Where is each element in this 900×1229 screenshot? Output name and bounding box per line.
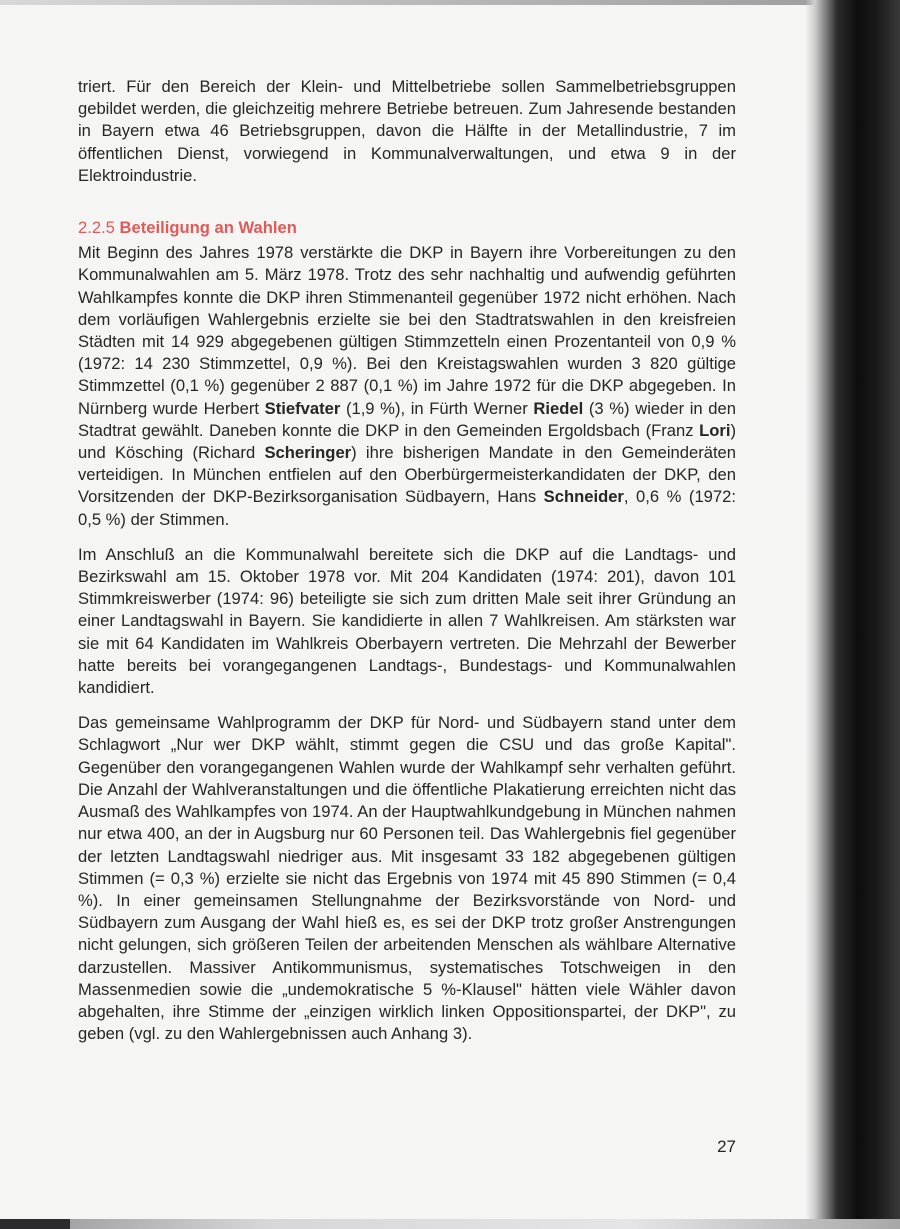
paragraph-wahlprogramm: Das gemeinsame Wahlprogramm der DKP für Nord- und Südbayern stand unter dem Schlagwort „Nur wer DKP wählt, stimmt gegen die CSU und das große Kapital". Gegenüber den vorangegangenen Wahlen wurde der Wahlkampf sehr verhalten geführt. Die Anzahl der Wahlveranstaltungen und die öffentliche Plakatierung erreichten nicht das Ausmaß des Wahlkampfes von 1974. An der Hauptwahlkundgebung in München nahmen nur etwa 400, an der in Augsburg nur 60 Personen teil. Das Wahlergebnis fiel gegenüber der letzten Landtagswahl niedriger aus. Mit insgesamt 33 182 abgegebenen gültigen Stimmen (= 0,3 %) erzielte sie nicht das Ergebnis von 1974 mit 45 890 Stimmen (= 0,4 %). In einer gemeinsamen Stellungnahme der Bezirksvorstände von Nord- und Südbayern zum Ausgang der Wahl hieß es, es sei der DKP trotz großer Anstrengungen nicht gelungen, sich größeren Teilen der arbeitenden Menschen als wählbare Alternative darzustellen. Massiver Antikommunismus, systematisches Totschweigen in den Massenmedien sowie die „undemokratische 5 %-Klausel" hätten viele Wähler davon abgehalten, ihre Stimme der „einzigen wirklich linken Oppositionspartei, der DKP", zu geben (vgl. zu den Wahlergebnissen auch Anhang 3). bbox=[78, 713, 736, 1044]
paragraph-kommunalwahlen bbox=[78, 242, 736, 531]
name-riedel: Riedel bbox=[533, 398, 584, 418]
paragraph-1-text-2: (1,9 %), in Fürth Werner bbox=[340, 398, 534, 418]
paragraph-1-text-5: ) ihre bisherigen Mandate in den Gemeinderäten verteidigen. In München entfielen auf den Oberbürgermeisterkandidaten der DKP, den Vorsitzenden der DKP-Bezirksorganisation Südbayern, Hans bbox=[78, 443, 737, 507]
name-schneider: Schneider bbox=[543, 487, 624, 507]
book-spine-shadow bbox=[805, 0, 900, 1229]
section-number: 2.2.5 bbox=[78, 218, 115, 238]
page-bottom-edge bbox=[0, 1219, 900, 1229]
paragraph-1-text-6: , 0,6 % (1972: 0,5 %) der Stimmen. bbox=[78, 487, 736, 529]
page-top-edge bbox=[0, 0, 900, 5]
page-bottom-corner bbox=[0, 1219, 70, 1229]
paragraph-1-text-4: ) und Kösching (Richard bbox=[78, 420, 736, 463]
body-text bbox=[78, 76, 736, 1058]
intro-paragraph: triert. Für den Bereich der Klein- und Mittelbetriebe sollen Sammelbetriebsgruppen gebildet werden, die gleichzeitig mehrere Betriebe betreuen. Zum Jahresende bestanden in Bayern etwa 46 Betriebsgruppen, davon die Hälfte in der Metallindustrie, 7 im öffentlichen Dienst, vorwiegend in Kommunalverwaltungen, und etwa 9 in der Elektroindustrie. bbox=[78, 77, 736, 185]
section-heading bbox=[78, 217, 736, 239]
paragraph-1-text-1: Mit Beginn des Jahres 1978 verstärkte die DKP in Bayern ihre Vorbereitungen zu den Kommunalwahlen am 5. März 1978. Trotz des sehr nachhaltig und aufwendig geführten Wahlkampfes konnte die DKP ihren Stimmenanteil gegenüber 1972 nicht erhöhen. Nach dem vorläufigen Wahlergebnis erzielte sie bei den Stadtratswahlen in den kreisfreien Städten mit 14 929 abgegebenen gültigen Stimmzetteln einen Prozentanteil von 0,9 % (1972: 14 230 Stimmzettel, 0,9 %). Bei den Kreistagswahlen wurden 3 820 gültige Stimmzettel (0,1 %) gegenüber 2 887 (0,1 %) im Jahre 1972 für die DKP abgegeben. In Nürnberg wurde Herbert bbox=[78, 243, 736, 418]
section-title: Beteiligung an Wahlen bbox=[119, 218, 297, 238]
paragraph-1-text-3: (3 %) wieder in den Stadtrat gewählt. Daneben konnte die DKP in den Gemeinden Ergoldsbach (Franz bbox=[78, 398, 736, 440]
name-scheringer: Scheringer bbox=[264, 443, 352, 463]
name-lori: Lori bbox=[699, 420, 731, 440]
name-stiefvater: Stiefvater bbox=[264, 398, 341, 418]
page-number: 27 bbox=[717, 1137, 736, 1156]
paragraph-landtagswahl: Im Anschluß an die Kommunalwahl bereitete sich die DKP auf die Landtags- und Bezirkswahl am 15. Oktober 1978 vor. Mit 204 Kandidaten (1974: 201), davon 101 Stimmkreiswerber (1974: 96) beteiligte sie sich zum dritten Male seit ihrer Gründung an einer Landtagswahl in Bayern. Sie kandidierte in allen 7 Wahlkreisen. Am stärksten war sie mit 64 Kandidaten im Wahlkreis Oberbayern vertreten. Die Mehrzahl der Bewerber hatte bereits bei vorangegangenen Landtags-, Bundestags- und Kommunalwahlen kandidiert. bbox=[78, 544, 736, 698]
